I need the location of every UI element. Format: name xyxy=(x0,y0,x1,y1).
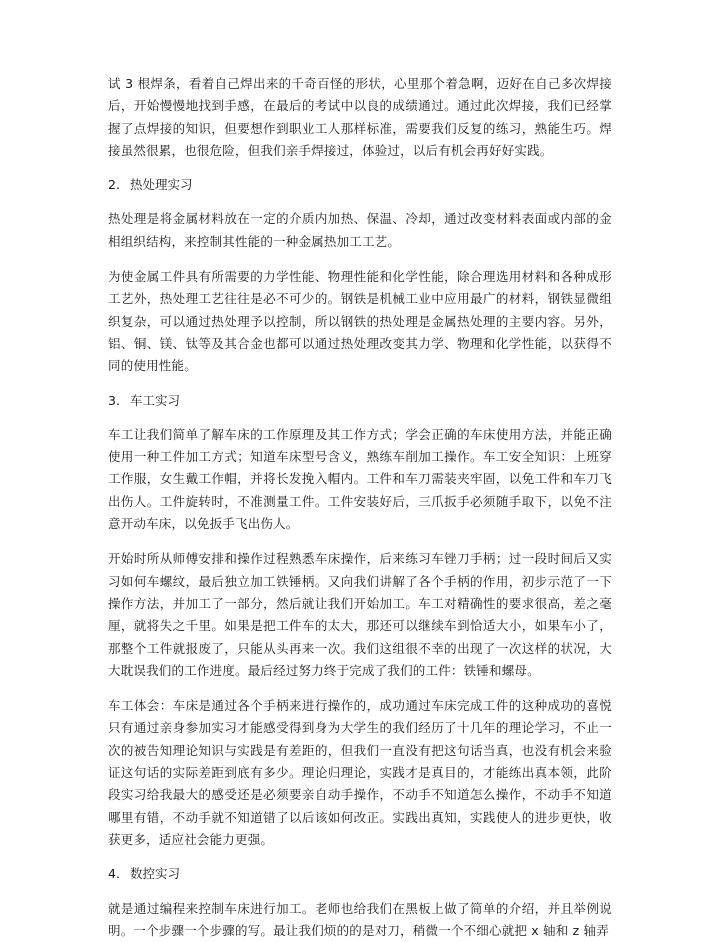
section-title: 热处理实习 xyxy=(130,177,193,192)
section-title: 车工实习 xyxy=(130,393,180,408)
spacer xyxy=(108,378,612,390)
spacer xyxy=(108,886,612,898)
section-number: 2. xyxy=(108,177,120,192)
section-title: 数控实习 xyxy=(130,866,180,881)
paragraph-lathe-reflection: 车工体会：车床是通过各个手柄来进行操作的，成功通过车床完成工件的这种成功的喜悦只有通过亲身参加实习才能感受得到身为大学生的我们经历了十几年的理论学习，不止一次的被告知理论知识与实践是有差距的，但我们一直没有把这句话当真，也没有机会来验证这句话的实际差距到底有多少。理论归理论，实践才是真目的，才能练出真本领，此阶段实习给我最大的感受还是必须要亲自动手操作，不动手不知道怎么操作，不动手不知道哪里有错，不动手就不知道错了以后该如何改正。实践出真知，实践使人的进步更快，收获更多，适应社会能力更强。 xyxy=(108,695,612,851)
section-heading-lathe xyxy=(108,390,612,412)
section-number: 3. xyxy=(108,393,120,408)
spacer xyxy=(108,412,612,424)
paragraph-cnc-intro: 就是通过编程来控制车床进行加工。老师也给我们在黑板上做了简单的介绍，并且举例说明。一个步骤一个步骤的写。最让我们烦的的是对刀，稍微一个不细心就把 x 轴和 z 轴弄 xyxy=(108,898,612,942)
paragraph-heat-treatment-purpose: 为使金属工件具有所需要的力学性能、物理性能和化学性能，除合理选用材料和各种成形工艺外，热处理工艺往往是必不可少的。钢铁是机械工业中应用最广的材料，钢铁显微组织复杂，可以通过热处理予以控制，所以钢铁的热处理是金属热处理的主要内容。另外，铝、铜、镁、钛等及其合金也都可以通过热处理改变其力学、物理和化学性能，以获得不同的使用性能。 xyxy=(108,266,612,377)
spacer xyxy=(108,851,612,863)
paragraph-heat-treatment-definition: 热处理是将金属材料放在一定的介质内加热、保温、冷却，通过改变材料表面或内部的金相组织结构，来控制其性能的一种金属热加工工艺。 xyxy=(108,208,612,253)
section-number: 4. xyxy=(108,866,120,881)
spacer xyxy=(108,253,612,266)
section-heading-heat-treatment xyxy=(108,174,612,196)
spacer xyxy=(108,162,612,174)
spacer xyxy=(108,535,612,548)
paragraph-lathe-practice: 开始时所从师傅安排和操作过程熟悉车床操作，后来练习车锉刀手柄；过一段时间后又实习如何车螺纹，最后独立加工铁锤柄。又向我们讲解了各个手柄的作用，初步示范了一下操作方法，并加工了一部分，然后就让我们开始加工。车工对精确性的要求很高，差之毫厘，就将失之千里。如果是把工件车的太大，那还可以继续车到恰适大小，如果车小了，那整个工件就报废了，只能从头再来一次。我们这组很不幸的出现了一次这样的状况，大大耽误我们的工作进度。最后经过努力终于完成了我们的工件：铁锤和螺母。 xyxy=(108,548,612,682)
spacer xyxy=(108,196,612,208)
section-heading-cnc xyxy=(108,863,612,885)
paragraph-welding-summary: 试 3 根焊条，看着自己焊出来的千奇百怪的形状，心里那个着急啊，迈好在自己多次焊接后，开始慢慢地找到手感，在最后的考试中以良的成绩通过。通过此次焊接，我们已经掌握了点焊接的知识，但要想作到职业工人那样标准，需要我们反复的练习，熟能生巧。焊接虽然很累，也很危险，但我们亲手焊接过，体验过，以后有机会再好好实践。 xyxy=(108,73,612,162)
paragraph-lathe-safety: 车工让我们简单了解车床的工作原理及其工作方式；学会正确的车床使用方法，并能正确使用一种工件加工方式；知道车床型号含义，熟练车削加工操作。车工安全知识：上班穿工作服，女生戴工作帽，并将长发挽入帽内。工件和车刀需装夹牢固，以免工件和车刀飞出伤人。工件旋转时，不准测量工件。工件安装好后，三爪扳手必须随手取下，以免不注意开动车床，以免扳手飞出伤人。 xyxy=(108,424,612,535)
spacer xyxy=(108,682,612,695)
